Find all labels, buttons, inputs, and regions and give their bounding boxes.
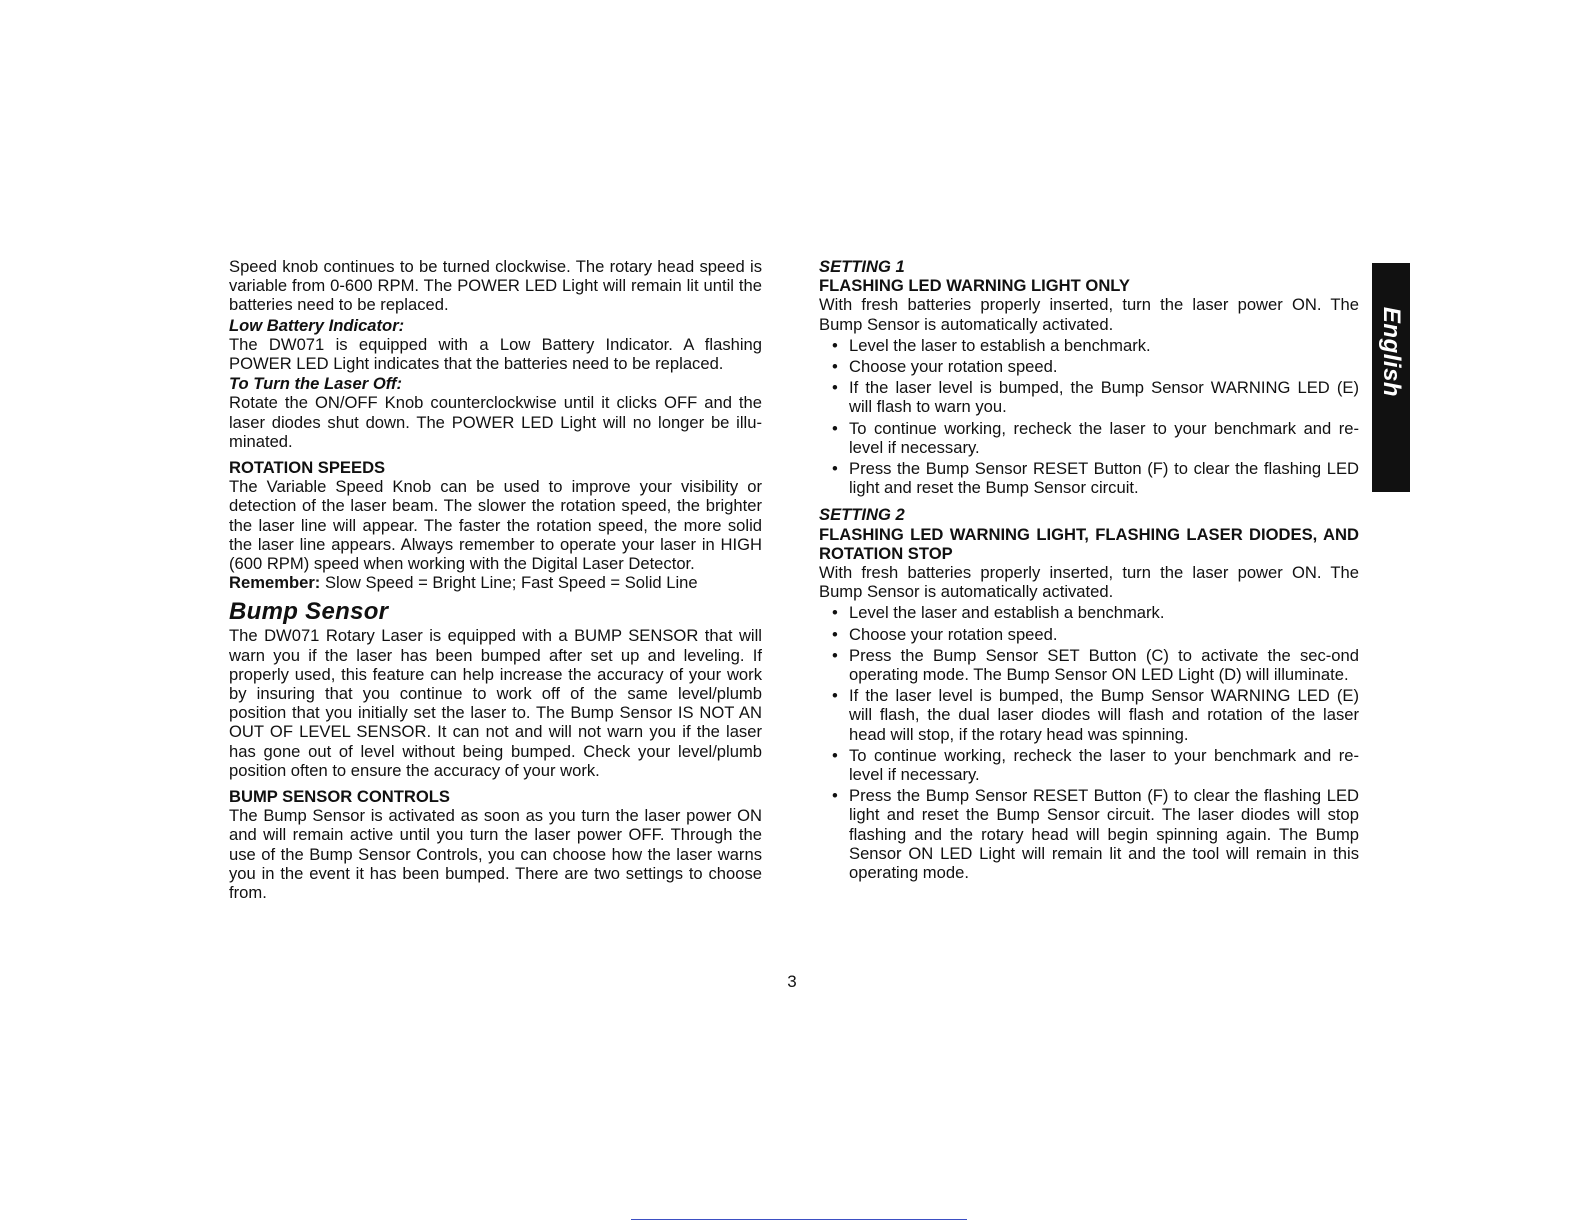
setting-2 bbox=[819, 505, 1359, 882]
setting-1-heading: FLASHING LED WARNING LIGHT ONLY bbox=[819, 276, 1130, 296]
low-battery-heading: Low Battery Indicator: bbox=[229, 315, 405, 335]
setting-2-heading: FLASHING LED WARNING LIGHT, FLASHING LASER DIODES, AND ROTATION STOP bbox=[819, 524, 1359, 563]
list-item: • Level the laser and establish a benchmark. bbox=[819, 603, 1359, 622]
remember-label: Remember: bbox=[229, 573, 321, 593]
setting-1-intro: With fresh batteries properly inserted, turn the laser power ON. The Bump Sensor is automatically activated. bbox=[819, 295, 1359, 334]
bump-sensor-paragraph: The DW071 Rotary Laser is equipped with a BUMP SENSOR that will warn you if the laser has been bumped after set up and leveling. If properly used, this feature can help increase the accuracy of your work by insuring that you continue to work off of the same level/plumb position that you initially set the laser to. The Bump Sensor IS NOT AN OUT OF LEVEL SENSOR. It can not and will not warn you if the laser has gone out of level without being bumped. Check your level/plumb position often to ensure the accuracy of your work. bbox=[229, 626, 762, 780]
remember-line bbox=[229, 573, 762, 592]
laser-off-heading: To Turn the Laser Off: bbox=[229, 374, 403, 394]
intro-paragraph: Speed knob continues to be turned clockwise. The rotary head speed is variable from 0-600 RPM. The POWER LED Light will remain lit until the batteries need to be replaced. bbox=[229, 257, 762, 315]
rotation-speeds-paragraph: The Variable Speed Knob can be used to improve your visibility or detection of the laser beam. The slower the rotation speed, the brighter the laser line will appear. The faster the rotation speed, the more solid the laser line appears. Always remember to operate your laser in HIGH (600 RPM) speed when working with the Digital Laser Detector. bbox=[229, 477, 762, 574]
list-item: • Press the Bump Sensor RESET Button (F) to clear the flashing LED light and reset the Bump Sensor circuit. The laser diodes will stop flashing and the rotary head will begin spinning again. The Bump Sensor ON LED Light will remain lit and the tool will remain in this operating mode. bbox=[819, 786, 1359, 882]
list-item: • To continue working, recheck the laser to your benchmark and re-level if necessary. bbox=[819, 419, 1359, 457]
rotation-speeds-heading: ROTATION SPEEDS bbox=[229, 458, 386, 478]
setting-2-label: SETTING 2 bbox=[819, 505, 905, 525]
bottom-divider bbox=[631, 1219, 967, 1220]
controls-heading: BUMP SENSOR CONTROLS bbox=[229, 787, 450, 807]
setting-1 bbox=[819, 257, 1359, 497]
list-item: • Press the Bump Sensor SET Button (C) to activate the sec-ond operating mode. The Bump Sensor ON LED Light (D) will illuminate. bbox=[819, 646, 1359, 684]
low-battery-paragraph: The DW071 is equipped with a Low Battery Indicator. A flashing POWER LED Light indicates that the batteries need to be replaced. bbox=[229, 334, 762, 374]
list-item: • To continue working, recheck the laser to your benchmark and re-level if necessary. bbox=[819, 746, 1359, 784]
laser-off-paragraph: Rotate the ON/OFF Knob counterclockwise until it clicks OFF and the laser diodes shut down. The POWER LED Light will no longer be illu-minated. bbox=[229, 393, 762, 451]
list-item: • Level the laser to establish a benchmark. bbox=[819, 336, 1359, 355]
list-item: • If the laser level is bumped, the Bump Sensor WARNING LED (E) will flash to warn you. bbox=[819, 378, 1359, 416]
language-tab-label: English bbox=[1378, 306, 1405, 398]
page-number: 3 bbox=[787, 972, 797, 991]
setting-1-list bbox=[819, 336, 1359, 498]
left-column bbox=[229, 257, 762, 902]
remember-text: Slow Speed = Bright Line; Fast Speed = Solid Line bbox=[324, 573, 698, 593]
list-item: • Press the Bump Sensor RESET Button (F) to clear the flashing LED light and reset the Bump Sensor circuit. bbox=[819, 459, 1359, 497]
right-column bbox=[819, 257, 1359, 884]
list-item: • If the laser level is bumped, the Bump Sensor WARNING LED (E) will flash, the dual laser diodes will flash and rotation of the laser head will stop, if the rotary head was spinning. bbox=[819, 686, 1359, 744]
language-tab bbox=[1372, 263, 1410, 492]
controls-paragraph: The Bump Sensor is activated as soon as you turn the laser power ON and will remain active until you turn the laser power OFF. Through the use of the Bump Sensor Controls, you can choose how the laser warns you in the event it has been bumped. There are two settings to choose from. bbox=[229, 806, 762, 903]
setting-1-label: SETTING 1 bbox=[819, 257, 905, 276]
setting-2-intro: With fresh batteries properly inserted, turn the laser power ON. The Bump Sensor is automatically activated. bbox=[819, 563, 1359, 602]
setting-2-list bbox=[819, 603, 1359, 882]
list-item: • Choose your rotation speed. bbox=[819, 625, 1359, 644]
list-item: • Choose your rotation speed. bbox=[819, 357, 1359, 376]
bump-sensor-title: Bump Sensor bbox=[229, 598, 389, 626]
